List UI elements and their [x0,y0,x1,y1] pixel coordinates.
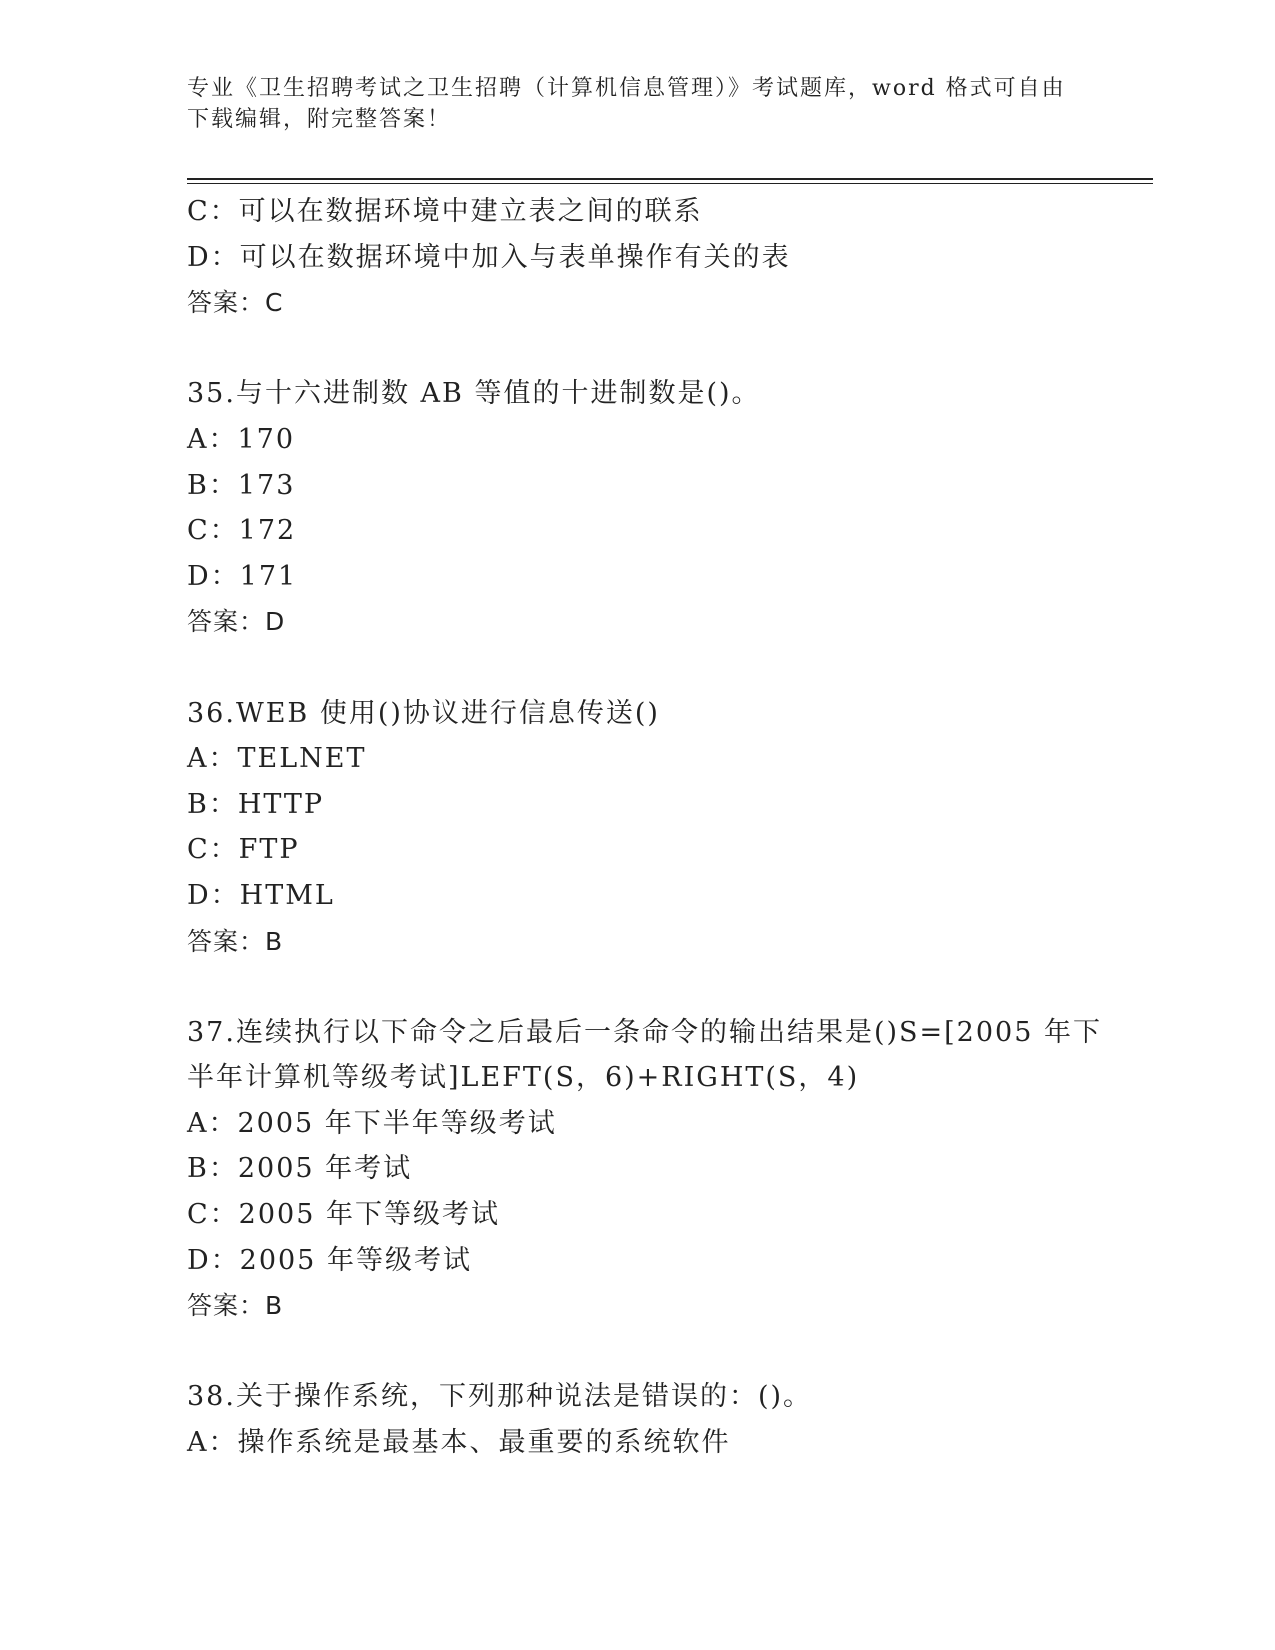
spacer [187,1329,1107,1375]
spacer [187,964,1107,1010]
option-d: D：2005 年等级考试 [187,1244,472,1276]
option-c: C：172 [187,515,297,547]
header-rule-thin [187,183,1153,184]
question-title: 36.WEB 使用()协议进行信息传送() [187,697,660,729]
option-b: B：HTTP [187,788,325,820]
option-c: C：FTP [187,834,300,866]
question-title: 35.与十六进制数 AB 等值的十进制数是()。 [187,378,761,410]
option-a: A：2005 年下半年等级考试 [187,1107,557,1139]
option-b: B：173 [187,469,296,501]
spacer [187,645,1107,691]
spacer [187,326,1107,372]
document-header: 专业《卫生招聘考试之卫生招聘（计算机信息管理）》考试题库，word 格式可自由下载编辑，附完整答案！ [187,76,1066,132]
option-a: A：170 [187,423,296,455]
answer-line: 答案：D [187,607,286,637]
option-b: B：2005 年考试 [187,1153,413,1185]
option-d: D：171 [187,560,298,592]
question-title-line2: 半年计算机等级考试]LEFT(S，6)+RIGHT(S，4) [187,1062,860,1094]
option-c: C：2005 年下等级考试 [187,1199,500,1231]
option-a: A：TELNET [187,743,367,775]
question-title-line1: 37.连续执行以下命令之后最后一条命令的输出结果是()S=[2005 年下 [187,1016,1102,1048]
option-d: D：HTML [187,879,335,911]
question-list [187,189,1107,1466]
answer-line: 答案：C [187,288,284,318]
option-d: D：可以在数据环境中加入与表单操作有关的表 [187,241,791,273]
question-title: 38.关于操作系统，下列那种说法是错误的：()。 [187,1381,813,1413]
option-c: C：可以在数据环境中建立表之间的联系 [187,196,703,227]
answer-line: 答案：B [187,926,284,956]
option-a: A：操作系统是最基本、最重要的系统软件 [187,1427,731,1459]
answer-line: 答案：B [187,1291,284,1321]
header-rule-thick [187,178,1153,180]
